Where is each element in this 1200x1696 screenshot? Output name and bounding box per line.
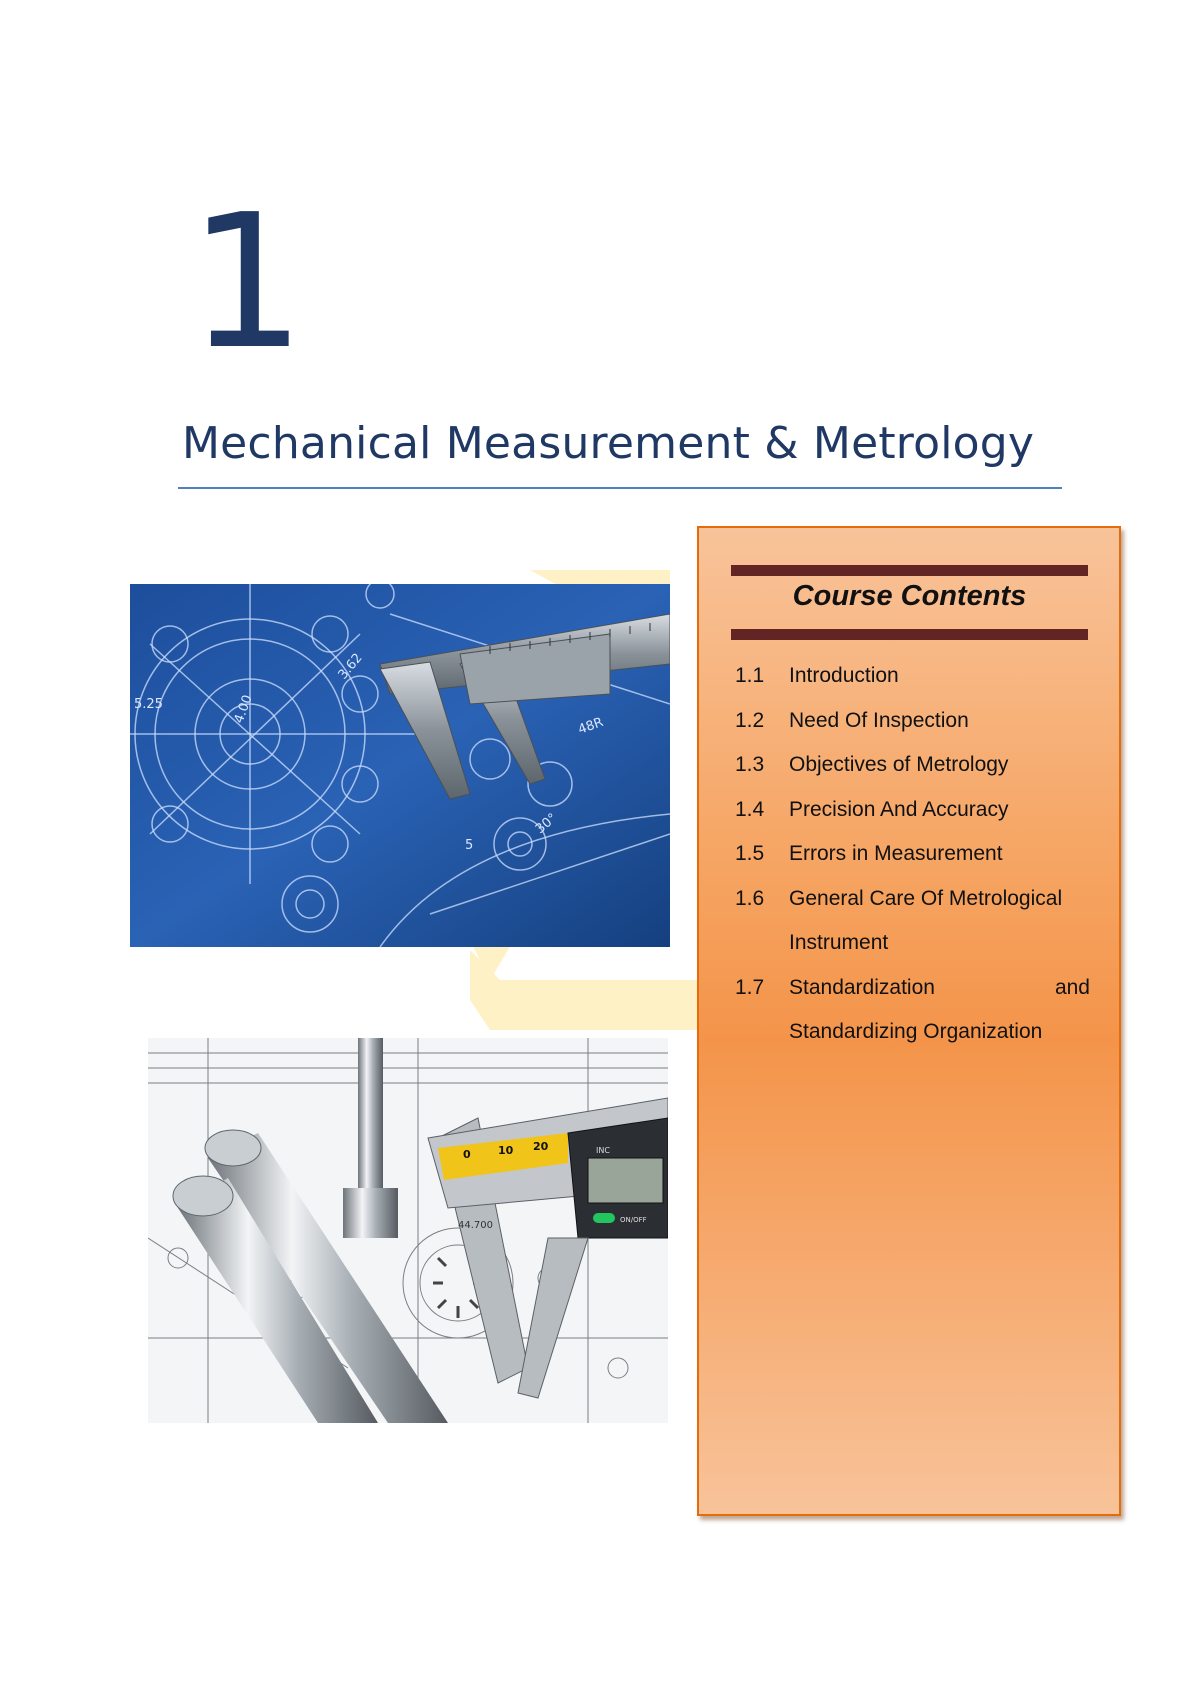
toc-number: 1.3	[735, 753, 765, 776]
toc-title: Introduction	[789, 664, 899, 687]
toc-title-continuation: Instrument	[789, 931, 889, 954]
chapter-title: Mechanical Measurement & Metrology	[182, 418, 1035, 469]
title-rule	[178, 487, 1062, 489]
panel-top-bar	[731, 565, 1088, 576]
toc-title: Objectives of Metrology	[789, 753, 1009, 776]
blueprint-label: 4.00	[231, 693, 256, 726]
caliper-scale-label: 20	[533, 1140, 549, 1153]
blueprint-label: 30°	[532, 810, 561, 838]
toc-item	[735, 788, 1090, 833]
course-contents-panel	[697, 526, 1121, 1516]
chapter-number: 1	[188, 174, 306, 390]
toc-number: 1.1	[735, 664, 765, 687]
toc-number: 1.6	[735, 886, 765, 910]
toc-title: Errors in Measurement	[789, 842, 1003, 865]
toc-title-continuation: Standardizing Organization	[789, 1020, 1043, 1043]
blueprint-photo	[130, 584, 670, 947]
course-contents-heading: Course Contents	[792, 580, 1027, 612]
caliper-button-label: INC	[596, 1146, 610, 1155]
toc-number: 1.5	[735, 842, 765, 865]
blueprint-label: 48R	[576, 714, 606, 738]
toc-item	[735, 877, 1090, 966]
blueprint-label: 5.25	[134, 697, 163, 712]
toc-title-word: and	[1054, 975, 1090, 999]
course-contents-list	[735, 654, 1090, 1055]
toc-number: 1.4	[735, 797, 765, 821]
toc-item	[735, 699, 1090, 744]
caliper-scale-label: 0	[463, 1148, 471, 1161]
caliper-scale-label: 10	[498, 1144, 514, 1157]
blueprint-label: 5	[465, 838, 474, 853]
drawing-photo	[148, 1038, 668, 1423]
toc-item	[735, 832, 1090, 877]
toc-item	[735, 654, 1090, 699]
toc-title: Need Of Inspection	[789, 708, 969, 732]
toc-title: General Care Of Metrological	[789, 886, 1063, 910]
toc-number: 1.7	[735, 975, 765, 999]
blueprint-label: 3.62	[335, 650, 366, 683]
toc-item	[735, 966, 1090, 1055]
toc-title: Precision And Accuracy	[789, 797, 1009, 821]
toc-item	[735, 743, 1090, 788]
toc-number: 1.2	[735, 708, 765, 732]
drawing-dimension-label: 44.700	[458, 1220, 493, 1231]
toc-title: Standardization	[789, 975, 935, 999]
panel-bottom-bar	[731, 629, 1088, 640]
caliper-button-label: ON/OFF	[620, 1216, 647, 1224]
